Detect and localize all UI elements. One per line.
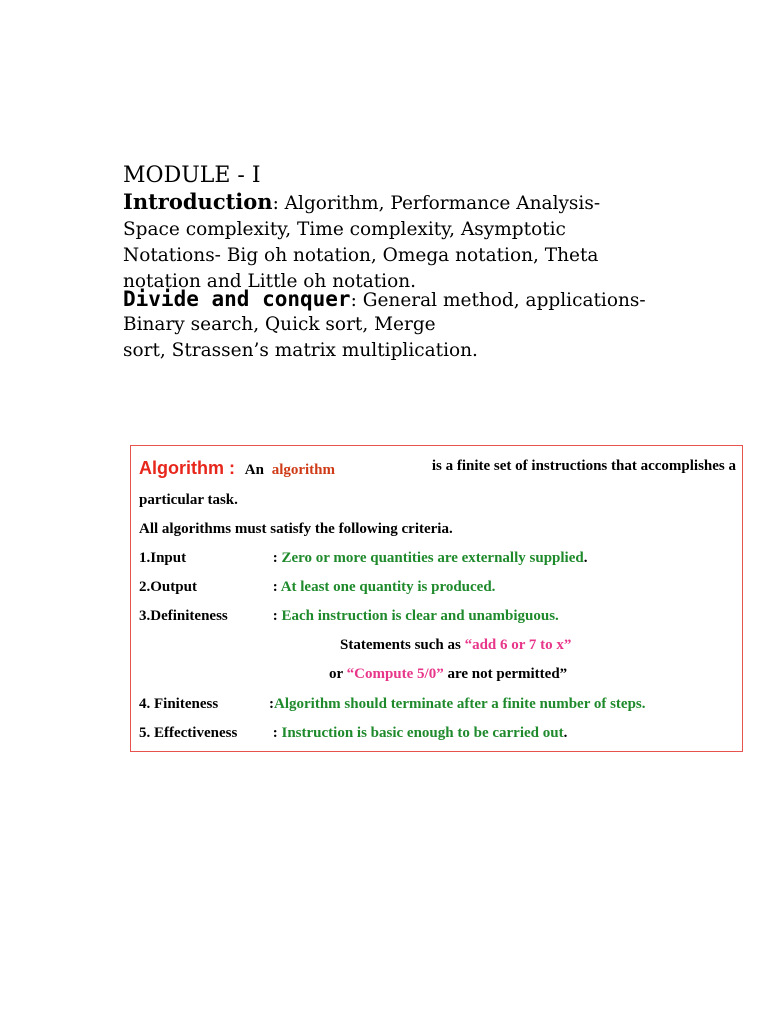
- definiteness-note-2: [329, 666, 567, 683]
- criterion-text: At least one quantity is produced.: [280, 579, 496, 595]
- algorithm-definition-line-1: [139, 458, 736, 479]
- criterion-label: 3.Definiteness: [139, 608, 228, 624]
- criterion-end: .: [563, 725, 568, 741]
- criterion-effectiveness: [139, 725, 567, 742]
- definition-rest: is a finite set of instructions that accomplishes a: [431, 458, 736, 474]
- criterion-text: Instruction is basic enough to be carried out: [281, 725, 564, 741]
- criterion-label: 1.Input: [139, 550, 187, 566]
- algorithm-box-title: Algorithm :: [139, 458, 235, 478]
- algorithm-definition-line-2: particular task.: [139, 492, 238, 508]
- criterion-input: [139, 550, 587, 567]
- note-quote: “Compute 5/0”: [346, 666, 444, 682]
- divide-line-1: [123, 288, 646, 312]
- divide-and-conquer-heading: Divide and conquer: [123, 287, 351, 311]
- divide-line-2: Binary search, Quick sort, Merge: [123, 314, 436, 335]
- criterion-separator: :: [272, 579, 278, 595]
- intro-line-4: notation and Little oh notation.: [123, 271, 417, 292]
- divide-line-3: sort, Strassen’s matrix multiplication.: [123, 340, 478, 361]
- criterion-text: Algorithm should terminate after a finite number of steps.: [274, 696, 646, 712]
- criterion-end: .: [583, 550, 588, 566]
- criterion-label: 2.Output: [139, 579, 197, 595]
- criterion-separator: :: [272, 550, 278, 566]
- criterion-separator: :: [269, 696, 274, 712]
- criterion-label: 4. Finiteness: [139, 696, 219, 712]
- intro-line-1: [123, 189, 600, 217]
- criterion-separator: :: [272, 608, 278, 624]
- divide-and-conquer-paragraph: [123, 288, 646, 364]
- criterion-output: [139, 579, 495, 596]
- intro-line-3: Notations- Big oh notation, Omega notation, Theta: [123, 245, 599, 266]
- note-suffix: are not permitted”: [447, 666, 568, 682]
- module-title: MODULE - I: [123, 163, 261, 188]
- introduction-heading: Introduction: [123, 189, 273, 214]
- introduction-paragraph: [123, 189, 600, 295]
- algorithm-definition-box: [130, 445, 743, 752]
- note-quote: “add 6 or 7 to x”: [464, 637, 572, 653]
- definition-start: [139, 458, 335, 479]
- criterion-label: 5. Effectiveness: [139, 725, 238, 741]
- criterion-text: Each instruction is clear and unambiguous.: [281, 608, 559, 624]
- definiteness-note-1: [340, 637, 571, 654]
- criterion-separator: :: [272, 725, 278, 741]
- criteria-intro: All algorithms must satisfy the following criteria.: [139, 521, 453, 537]
- note-prefix: or: [329, 666, 343, 682]
- criterion-text: Zero or more quantities are externally supplied: [281, 550, 584, 566]
- note-prefix: Statements such as: [340, 637, 461, 653]
- divide-line-1-text: : General method, applications-: [350, 290, 646, 311]
- definition-an: An: [244, 462, 264, 478]
- intro-line-2: Space complexity, Time complexity, Asymptotic: [123, 219, 566, 240]
- criterion-definiteness: [139, 608, 559, 625]
- intro-line-1-text: : Algorithm, Performance Analysis-: [272, 193, 601, 214]
- definition-keyword: algorithm: [271, 462, 336, 478]
- criterion-finiteness: [139, 696, 646, 713]
